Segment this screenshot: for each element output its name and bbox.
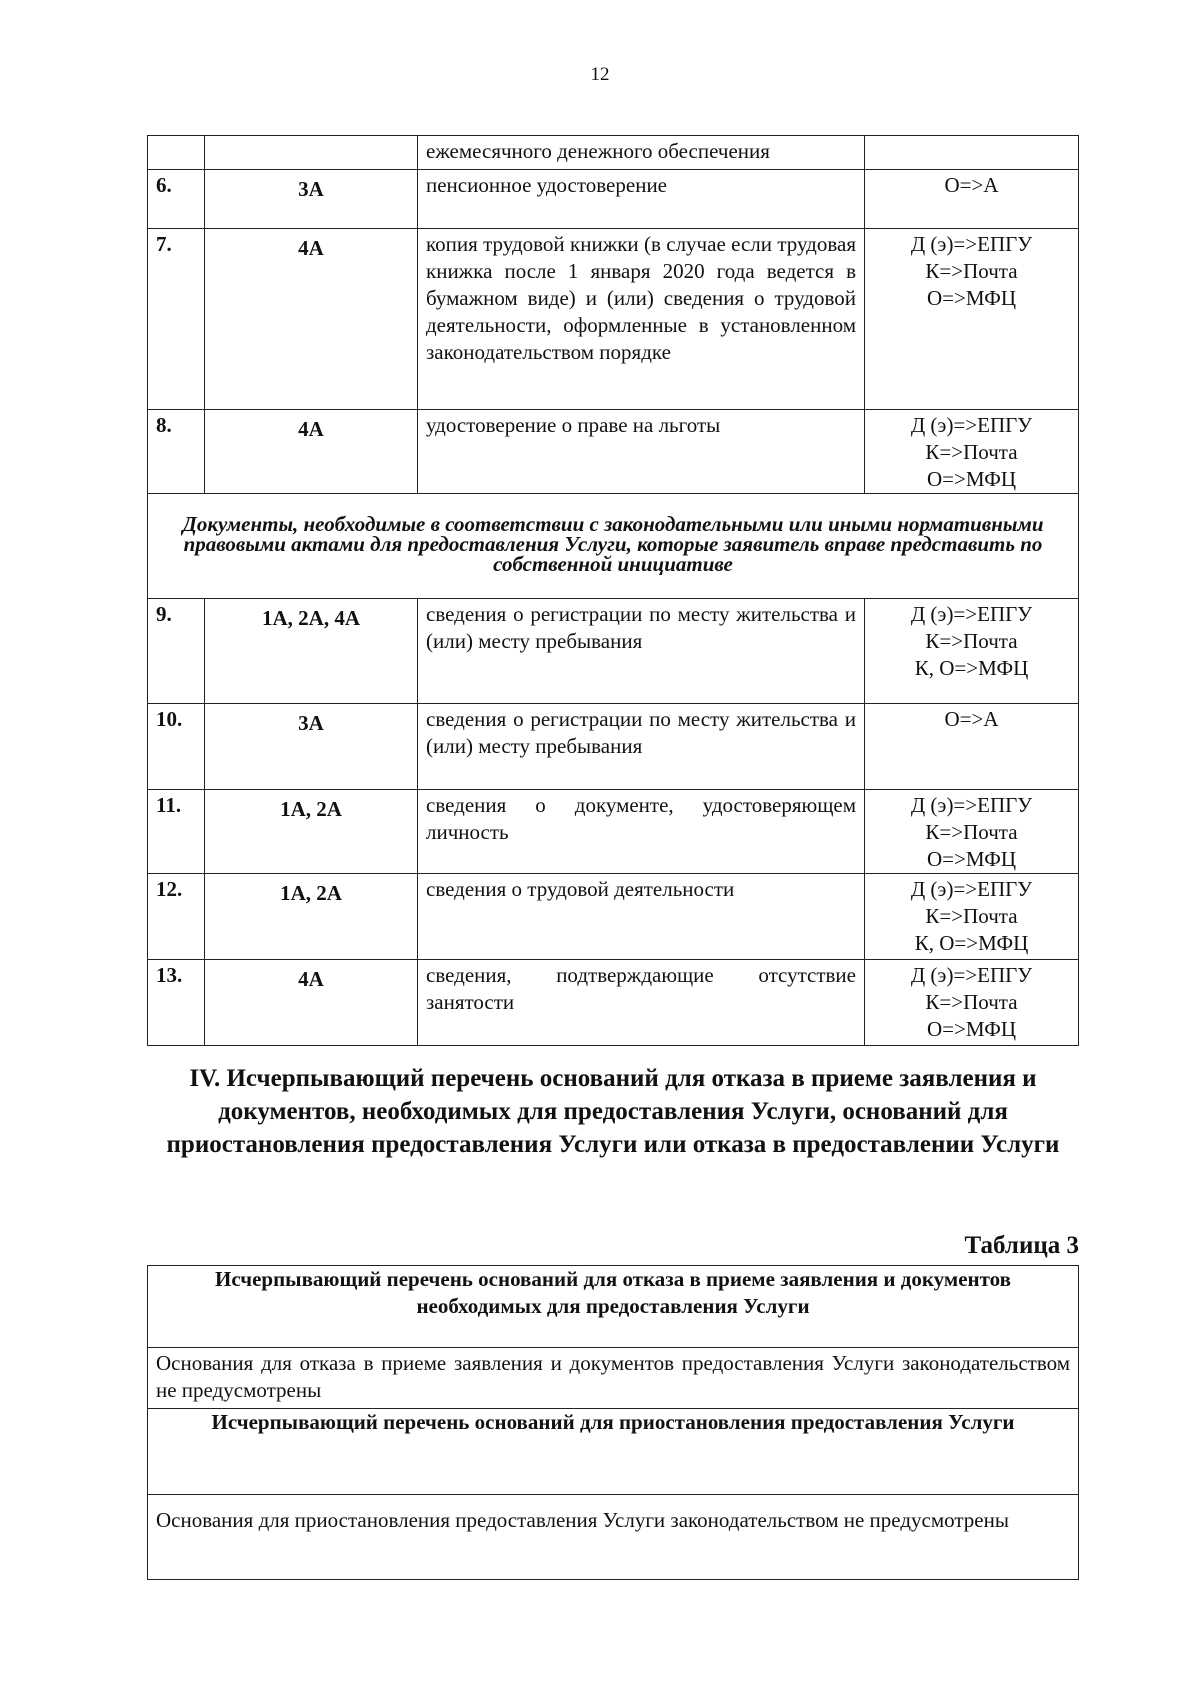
section-header-row (148, 494, 1079, 599)
submission-methods (865, 229, 1079, 410)
submission-methods (865, 874, 1079, 960)
row-number: 9. (148, 599, 205, 704)
document-name: сведения о регистрации по месту жительства и (или) месту пребывания (418, 704, 865, 790)
submission-method: О=>МФЦ (926, 286, 1016, 310)
row-number: 8. (148, 410, 205, 494)
refusal-text: Основания для отказа в приеме заявления и документов предоставления Услуги законодательством не предусмотрены (148, 1348, 1079, 1409)
page-number: 12 (590, 64, 610, 85)
grounds-table (147, 1265, 1079, 1580)
document-name: удостоверение о праве на льготы (418, 410, 865, 494)
applicant-categories: 1А, 2А, 4А (205, 599, 418, 704)
applicant-categories: 3А (205, 170, 418, 229)
table-row (148, 599, 1079, 704)
submission-methods (865, 704, 1079, 790)
table-row (148, 874, 1079, 960)
submission-method: Д (э)=>ЕПГУ (910, 413, 1033, 437)
submission-method: К, О=>МФЦ (914, 931, 1029, 955)
table-label: Таблица 3 (964, 1232, 1079, 1259)
submission-method: О=>МФЦ (926, 467, 1016, 491)
submission-method: К=>Почта (925, 440, 1018, 464)
submission-method: К=>Почта (925, 820, 1018, 844)
document-name: ежемесячного денежного обеспечения (418, 136, 865, 170)
submission-method: К=>Почта (925, 259, 1018, 283)
applicant-categories: 3А (205, 704, 418, 790)
submission-method: К=>Почта (925, 904, 1018, 928)
submission-method: О=>МФЦ (926, 1017, 1016, 1041)
submission-methods (865, 599, 1079, 704)
table-row (148, 790, 1079, 874)
submission-methods (865, 410, 1079, 494)
applicant-categories: 4А (205, 229, 418, 410)
table-row (148, 410, 1079, 494)
applicant-categories (205, 136, 418, 170)
submission-method: Д (э)=>ЕПГУ (910, 877, 1033, 901)
submission-method: О=>А (944, 707, 999, 731)
row-number: 12. (148, 874, 205, 960)
submission-method: К, О=>МФЦ (914, 656, 1029, 680)
table-row (148, 170, 1079, 229)
submission-method: К=>Почта (925, 990, 1018, 1014)
submission-methods (865, 790, 1079, 874)
suspension-header: Исчерпывающий перечень оснований для приостановления предоставления Услуги (148, 1409, 1079, 1495)
refusal-header: Исчерпывающий перечень оснований для отказа в приеме заявления и документов необходимых для предоставления Услуги (148, 1266, 1079, 1348)
table-row (148, 136, 1079, 170)
document-name: сведения о документе, удостоверяющем личность (418, 790, 865, 874)
document-name: пенсионное удостоверение (418, 170, 865, 229)
row-number: 11. (148, 790, 205, 874)
row-number: 10. (148, 704, 205, 790)
applicant-categories: 1А, 2А (205, 874, 418, 960)
submission-method: Д (э)=>ЕПГУ (910, 793, 1033, 817)
submission-methods (865, 136, 1079, 170)
submission-method: Д (э)=>ЕПГУ (910, 963, 1033, 987)
document-name: сведения о трудовой деятельности (418, 874, 865, 960)
submission-methods (865, 170, 1079, 229)
documents-table (147, 135, 1079, 1046)
row-number: 6. (148, 170, 205, 229)
document-name: сведения о регистрации по месту жительства и (или) месту пребывания (418, 599, 865, 704)
document-name: копия трудовой книжки (в случае если трудовая книжка после 1 января 2020 года ведется в бумажном виде) и (или) сведения о трудовой деятельности, оформленные в установленном законодательством порядке (418, 229, 865, 410)
applicant-categories: 4А (205, 960, 418, 1046)
submission-method: О=>А (944, 173, 999, 197)
document-name: сведения, подтверждающие отсутствие занятости (418, 960, 865, 1046)
suspension-text: Основания для приостановления предоставления Услуги законодательством не предусмотрены (148, 1495, 1079, 1580)
applicant-categories: 4А (205, 410, 418, 494)
table-row (148, 229, 1079, 410)
row-number (148, 136, 205, 170)
submission-methods (865, 960, 1079, 1046)
row-number: 13. (148, 960, 205, 1046)
row-number: 7. (148, 229, 205, 410)
submission-method: О=>МФЦ (926, 847, 1016, 871)
submission-method: Д (э)=>ЕПГУ (910, 232, 1033, 256)
submission-method: К=>Почта (925, 629, 1018, 653)
table-row (148, 960, 1079, 1046)
section-heading: IV. Исчерпывающий перечень оснований для отказа в приеме заявления и документов, необходимых для предоставления Услуги, оснований для приостановления предоставления Услуги или отказа в предоставлении Услуги (166, 1065, 1060, 1158)
table-row (148, 704, 1079, 790)
section-header: Документы, необходимые в соответствии с законодательными или иными нормативными правовыми актами для предоставления Услуги, которые заявитель вправе представить по собственной инициативе (148, 494, 1079, 599)
applicant-categories: 1А, 2А (205, 790, 418, 874)
submission-method: Д (э)=>ЕПГУ (910, 602, 1033, 626)
